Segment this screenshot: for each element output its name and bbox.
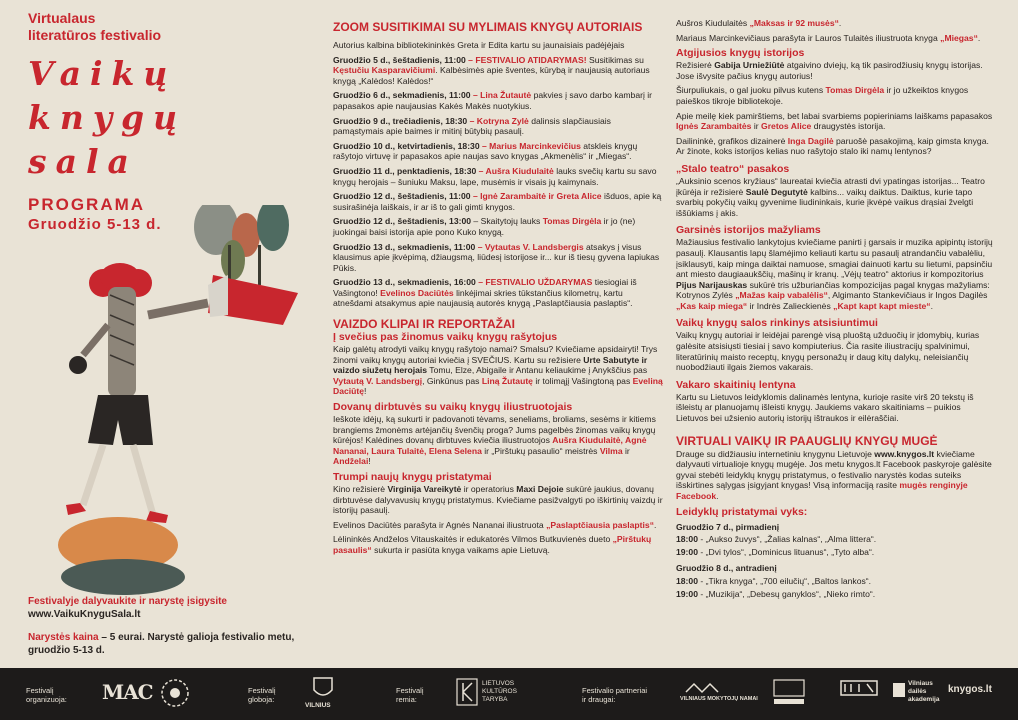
text: kalbins... vaikų daiktus. Daiktus, kurie tapo svarbių pokyčių vaikų gyvenime liudininkais, kurie įkvėpė vaikus drąsiai žvelgti iššūkiams į akis. (676, 186, 974, 218)
schedule-day-2-list (676, 576, 994, 599)
zoom-section-title: ZOOM SUSITIKIMAI SU MYLIMAIS KNYGŲ AUTORIAIS (333, 20, 643, 34)
download-kit-text: Vaikų knygų autoriai ir leidėjai parengė visą pluoštą užduočių ir įdomybių, kurias galėsite atsisiųsti tiesiai į savo kompiuterius. Čia rasite iliustracijų spalvinimui, literatūrinių maisto receptų, knygų personažų ir daug kitų dalykų, neleisiančių nuobodžiauti ilgais žiemos vakarais. (676, 330, 980, 373)
event-text: tiesiogiai iš Vašingtono! (333, 277, 637, 298)
zoom-event-item (333, 141, 663, 162)
text: paruošė pasakojimą, kaip gimsta knyga. Ar žinote, koks istorijos kelias nuo rašytojo stalo iki namų lentynos? (676, 135, 989, 157)
zoom-event-item (333, 216, 663, 237)
text: „Auksinio scenos kryžiaus“ laureatai kviečia atrasti dvi ypatingas istorijas... Teatro įkūrėja ir režisierė (676, 175, 985, 197)
text: ! (364, 386, 367, 397)
schedule-day-1-list (676, 534, 994, 557)
schedule-time: 19:00 (676, 588, 698, 599)
program-heading: PROGRAMA (28, 195, 146, 214)
revived-text-2 (676, 85, 994, 106)
schedule-row (676, 589, 994, 600)
zoom-event-list (333, 55, 663, 309)
evening-reading-text: Kartu su Lietuvos leidyklomis dalinamės lentyna, kurioje rasite virš 20 tekstų iš išleistų ar planuojamų išleisti knygų. Jaukiems vakaro skaitiniams – puikios Lietuvos bei užsienio autorių istorijų ištraukos ir eilėraščiai. (676, 391, 974, 424)
table-theatre-heading: „Stalo teatro“ pasakos (676, 162, 790, 175)
composer-name: Pijus Narijauskas (676, 279, 748, 290)
schedule-time: 18:00 (676, 534, 698, 545)
event-highlight: – FESTIVALIO ATIDARYMAS! (465, 54, 587, 65)
title-line-1: Vaikų (28, 54, 177, 93)
event-date: Gruodžio 5 d., šeštadienis, 11:00 (333, 54, 466, 65)
label-line: Festivalį (26, 686, 54, 695)
facebook-event-link[interactable]: mugės renginyje Facebook (676, 480, 968, 501)
audio-stories-heading: Garsinės istorijos mažyliams (676, 224, 821, 237)
right-column (676, 18, 994, 599)
event-date: Gruodžio 12 d., šeštadienis, 13:00 (333, 216, 472, 227)
book-title: „Paslaptčiausia paslaptis“ (546, 519, 655, 530)
presentation-book-4 (676, 33, 994, 44)
label-line: LIETUVOS (482, 680, 515, 687)
schedule-publishers: - „Muzikija“, „Debesų ganyklos“, „Nieko rimto“. (697, 588, 876, 599)
author-name: Eveliną Daciūtę (333, 375, 663, 397)
text: Mažiausius festivalio lankytojus kviečiame panirti į garsais ir muzika apipintų istorijų pasaulį. Klausantis lapų šlamėjimo keliauti kartu su pasaulį atrandančiu vabalėliu, įsiklausyti, kaip minga daiktai namuose, smagiai dainuoti kartu su lietumi, papsinčiu ant miesto daugiaaukščių, mašinų ir kranų. „Vėjų teatro“ aktorius ir kompozitorius (676, 237, 993, 280)
event-text: Susitikimas su (586, 54, 644, 65)
event-date: Gruodžio 11 d., penktadienis, 18:30 (333, 165, 477, 176)
book-title: „Kas kaip miega“ (676, 300, 748, 311)
festival-dates: Gruodžio 5-13 d. (28, 216, 162, 233)
event-date: Gruodžio 10 d., ketvirtadienis, 18:30 (333, 140, 480, 151)
culture-council-k-icon (456, 678, 478, 706)
schedule-time: 19:00 (676, 546, 698, 557)
revived-text-4 (676, 136, 994, 157)
event-text: atskleis knygų rašytojo virtuvę ir papasakos apie naujas savo knygas „Akmenėlis“ ir „Miegas“. (333, 140, 638, 162)
zoom-event-item (333, 242, 663, 274)
zoom-event-item (333, 191, 663, 212)
patron-label (248, 686, 276, 704)
author-name: Inga Dagilė (787, 135, 834, 146)
book-title: „Kapt kapt kapt mieste“ (833, 300, 931, 311)
text: ir (622, 445, 630, 456)
event-text: lauks svečių kartu su savo knygų herojais – šuniuku Maksu, lape, musėmis ir visais jų kaimynais. (333, 165, 657, 187)
event-text: dalinsis slapčiausiais pamąstymais apie baimes ir mitinį būtybių pasaulį. (333, 115, 611, 137)
event-author: Tomas Dirgėla (542, 216, 602, 227)
event-text: linkėjimai skries tūkstančius kilometrų, kartu atnešdami atsakymus apie naujausią autorės knygą „Paslaptčiausia paslaptis“. (333, 287, 633, 309)
label-line: ir draugai: (582, 695, 616, 704)
arts-academy-text (908, 680, 939, 704)
book-title: „Maksas ir 92 musės“ (749, 18, 839, 28)
illustrator-names: Aušra Kiudulaitė, Agnė Nananai, Laura Tulaitė, Elena Selena (333, 435, 647, 456)
text: Mariaus Marcinkevičiaus parašyta ir Lauros Tulaitės iliustruota knyga (676, 32, 941, 43)
label-line: Vilniaus (908, 680, 933, 687)
left-column (28, 10, 318, 660)
label-line: dailės (908, 688, 927, 695)
text: ! (368, 456, 371, 467)
text: . (654, 519, 657, 530)
text: Kino režisierė (333, 484, 388, 494)
revived-text-1 (676, 60, 994, 81)
teachers-house-logo-icon (684, 682, 724, 694)
zoom-event-item (333, 90, 663, 111)
table-theatre-text (676, 176, 994, 218)
text: sukūrė jaukius, dovanų dirbtuvėse dalyvavusių knygų pristatymus. Kviečiame pasižvalgyti po iškirtinių vaizdų ir istorijų pasaulį. (333, 484, 663, 516)
teachers-house-logo-text: VILNIAUS MOKYTOJŲ NAMAI (680, 696, 758, 702)
presentations-text (333, 484, 663, 516)
workshop-heading: Dovanų dirbtuvės su vaikų knygų iliustruotojais (333, 401, 573, 414)
festival-subtitle-2: literatūros festivalio (28, 27, 162, 43)
text: ir (751, 121, 762, 132)
membership-info (28, 595, 308, 657)
event-highlight: – Kotryna Zylė (467, 115, 529, 126)
circle-logo-icon (160, 678, 190, 708)
schedule-row (676, 534, 994, 545)
director-name: Saulė Degutytė (745, 186, 808, 197)
event-highlight: – Ignė Zarambaitė ir Greta Alice (470, 191, 602, 202)
text-bold: Urte Sabutyte ir vaizdo siužetų herojais (333, 354, 648, 376)
director-name: Gabija Urniežiūtė (714, 60, 785, 71)
revived-stories-heading: Atgijusios knygų istorijos (676, 47, 805, 60)
presentation-book-1 (333, 520, 663, 531)
event-author: Evelinos Daciūtės (380, 287, 454, 298)
vilnius-shield-icon (312, 676, 334, 700)
event-highlight: – Lina Žutautė (470, 90, 532, 101)
title-line-2: knygų (28, 98, 187, 137)
sponsor-label (396, 686, 424, 704)
membership-price (28, 631, 308, 657)
author-name: Ignės Zarambaitės (676, 121, 752, 132)
event-text: pakvies į savo darbo kambarį ir papasakos apie naujausias Kakės Makės nuotykius. (333, 90, 653, 111)
presentation-book-3 (676, 18, 994, 29)
text: sukūrė tris užburiančias kompozicijas pagal knygas mažyliams: Kotrynos Zylės (676, 279, 990, 301)
knygos-logo-text: knygos.lt (948, 684, 992, 695)
author-name: Tomas Dirgėla (825, 85, 885, 96)
text: Apie meilę kiek pamirštiems, bet labai svarbiems popieriniams laiškams papasakos (676, 110, 993, 121)
author-name: Vytautą V. Landsbergį (333, 375, 423, 386)
text: ir Indrės Zalieckienės (747, 300, 834, 311)
culture-council-text (482, 680, 517, 704)
zoom-event-item (333, 166, 663, 187)
event-author: Kęstučiu Kasparavičiumi (333, 65, 436, 76)
label-line: Festivalio partneriai (582, 686, 648, 695)
text: , Ginkūnus pas (422, 375, 482, 386)
text: Lėlininkės Andželos Vitauskaitės ir edukatorės Vilmos Butkuvienės dueto (333, 534, 613, 545)
text: , Algimanto Stankevičiaus ir Ingos Dagilės (827, 290, 988, 301)
price-text: – 5 eurai. Narystė galioja festivalio metu, gruodžio 5-13 d. (28, 632, 295, 656)
video-visit-heading: Į svečius pas žinomus vaikų knygų rašytojus (333, 331, 558, 344)
author-name: Vilma (599, 445, 623, 456)
text: kviečiame dalyvauti virtualioje knygų mugėje. Jos metu knygos.lt Facebook paskyroje galėsite gyvai stebėti leidyklų knygų pristatymus, o festivalio narystės kodas suteiks išskirtines sąlygas įsigyjant knygas! Visą informaciją rasite (676, 448, 992, 491)
partners-label (582, 686, 647, 704)
price-label: Narystės kaina (28, 632, 99, 643)
label-line: akademija (908, 696, 940, 703)
event-date: Gruodžio 9 d., trečiadienis, 18:30 (333, 115, 468, 126)
event-text: . Kalbėsimės apie šventes, kūrybą ir naujausią autoriaus knygą „Kalėdos! Kalėdos!“ (333, 65, 650, 86)
video-section-title: VAIZDO KLIPAI IR REPORTAŽAI (333, 317, 515, 332)
membership-callout: Festivalyje dalyvaukite ir narystę įsigysite (28, 596, 227, 607)
event-highlight: – Vytautas V. Landsbergis (475, 241, 584, 252)
text: . (977, 32, 981, 43)
mru-logo-icon (840, 680, 878, 704)
download-kit-heading: Vaikų knygų salos rinkinys atsisiuntimui (676, 317, 878, 330)
event-date: Gruodžio 12 d., šeštadienis, 11:00 (333, 191, 471, 202)
event-highlight: – Marius Marcinkevičius (479, 140, 581, 151)
label-line: remia: (396, 695, 417, 704)
schedule-publishers: - „Tikra knyga“, „700 eilučių“, „Baltos lankos“. (697, 575, 872, 586)
schedule-day-1: Gruodžio 7 d., pirmadienį (676, 521, 780, 532)
evening-reading-heading: Vakaro skaitinių lentyna (676, 378, 796, 391)
publisher-schedule-heading: Leidyklų pristatymai vyks: (676, 505, 808, 518)
presentations-heading: Trumpi naujų knygų pristatymai (333, 471, 492, 483)
text: Šiurpuliukais, o gal juoku pilvus kutens (676, 85, 826, 96)
book-title: „Miegas“ (940, 32, 978, 43)
text: Ieškote idėjų, ką sukurti ir padovanoti tėvams, seneliams, broliams, sesėms ir kitiems brangiems žmonėms artėjančių švenčių proga? Jums pagelbės žinomas vaikų knygų kūrėjos! Kalėdines dovanų dirbtuves kviečia iliustruotojos (333, 414, 656, 446)
book-fair-text (676, 449, 994, 502)
label-line: Festivalį (396, 686, 424, 695)
book-title: „Mažas kaip vabalėlis“ (735, 290, 828, 301)
event-date: Gruodžio 6 d., sekmadienis, 11:00 (333, 90, 471, 101)
festival-title (28, 52, 318, 184)
event-text: atsakys į visus klausimus apie įkvėpimą, džiaugsmą, liūdesį istorijose ir... kur iš tiesų gyvena lapiukas Pūkis. (333, 241, 660, 273)
event-date: Gruodžio 13 d., sekmadienis, 16:00 (333, 277, 476, 288)
knygos-link[interactable]: www.knygos.lt (874, 448, 935, 459)
arts-academy-icon (892, 682, 906, 698)
text: ir „Pirštukų pasaulio“ meistrės (481, 445, 600, 456)
audio-stories-text (676, 237, 994, 311)
event-text: – Skaitytojų lauks (471, 216, 543, 227)
title-line-3: sala (28, 142, 138, 181)
text: draugystės istorija. (811, 121, 886, 132)
schedule-day-2: Gruodžio 8 d., antradienį (676, 563, 777, 574)
label-line: globoja: (248, 695, 275, 704)
event-date: Gruodžio 13 d., sekmadienis, 11:00 (333, 241, 476, 252)
revived-text-3 (676, 111, 994, 132)
label-line: Festivalį (248, 686, 276, 695)
text: atgaivino dviejų, ką tik pasirodžiusių knygų istorijas. Jose išvysite pačius knygų autorius! (676, 60, 983, 81)
schedule-row (676, 547, 994, 558)
zoom-intro: Autorius kalbina bibliotekininkės Greta ir Edita kartu su jaunaisiais padėjėjais (333, 40, 625, 50)
text: Kaip galėtų atrodyti vaikų knygų rašytojo namai? Smalsu? Kviečiame apsidairyti! Trys žinomi vaikų knygų autoriai kviečia į SVEČIUS. Kartu su režisiere (333, 344, 658, 365)
event-highlight: – FESTIVALIO UŽDARYMAS (475, 277, 593, 288)
author-name: Liną Žutautę (481, 375, 533, 386)
knygos-logo (948, 684, 992, 695)
library-logo-icon (772, 678, 806, 706)
label-line: organizuoja: (26, 695, 67, 704)
event-highlight: – Aušra Kiudulaitė (476, 165, 554, 176)
operator-name: Maxi Dejoie (516, 484, 564, 494)
book-title: „Pirštukų pasaulis“ (333, 534, 652, 555)
director-name: Virginija Vareikytė (387, 484, 462, 494)
zoom-event-item (333, 116, 663, 137)
zoom-event-item (333, 55, 663, 87)
organizers-label (26, 686, 67, 704)
text: . (716, 491, 719, 501)
festival-subtitle-1: Virtualaus (28, 10, 96, 26)
workshop-text (333, 414, 663, 467)
text: Režisierė (676, 60, 715, 71)
text: . (838, 18, 842, 28)
author-name: Andželai (333, 456, 369, 467)
schedule-time: 18:00 (676, 575, 698, 586)
text: Aušros Kiudulaitės (676, 18, 750, 28)
event-text: ir jo (ne) juokingai baisi istorija apie pono Kuko knygą. (333, 216, 636, 237)
book-fair-heading: VIRTUALI VAIKŲ IR PAAUGLIŲ KNYGŲ MUGĖ (676, 433, 938, 448)
mac-logo: MAC (102, 680, 153, 704)
text: Tomu, Elze, Abigaile ir Antanu keliaukime į Anykščius pas (427, 365, 648, 376)
zoom-event-item (333, 277, 663, 309)
schedule-publishers: - „Aukso žuvys“, „Žalias kalnas“, „Alma littera“. (697, 534, 877, 545)
vilnius-logo-text: VILNIUS (305, 702, 331, 709)
event-text: išduos, apie ką susirašinėja laiškais, ir ar iš to gali gimti knygos. (333, 191, 662, 212)
text: Drauge su didžiausiu internetiniu knygynu Lietuvoje (676, 448, 875, 459)
text: . (930, 300, 933, 311)
schedule-row (676, 576, 994, 587)
website-link[interactable]: www.VaikuKnyguSala.lt (28, 609, 141, 620)
text: ir operatorius (461, 484, 517, 494)
text: ir jo užkeiktos knygos paieškos tikroje bibliotekoje. (676, 85, 969, 106)
label-line: KULTŪROS (482, 688, 517, 695)
text: ir tolimąjį Vašingtoną pas (532, 375, 633, 386)
middle-column (333, 20, 663, 560)
schedule-publishers: - „Dvi tylos“, „Dominicus lituanus“, „Tyto alba“. (697, 546, 875, 557)
video-visit-text (333, 344, 663, 397)
author-name: Gretos Alice (761, 121, 812, 132)
text: Dailininkė, grafikos dizainerė (676, 135, 788, 146)
girl-with-book-illustration (28, 205, 318, 595)
presentation-book-2 (333, 534, 663, 555)
sponsor-footer (0, 668, 1018, 720)
text: sukurta ir pasiūta knyga vaikams apie Lietuvą. (371, 544, 550, 555)
label-line: TARYBA (482, 696, 508, 703)
text: Evelinos Daciūtės parašyta ir Agnės Nananai iliustruota (333, 519, 547, 530)
